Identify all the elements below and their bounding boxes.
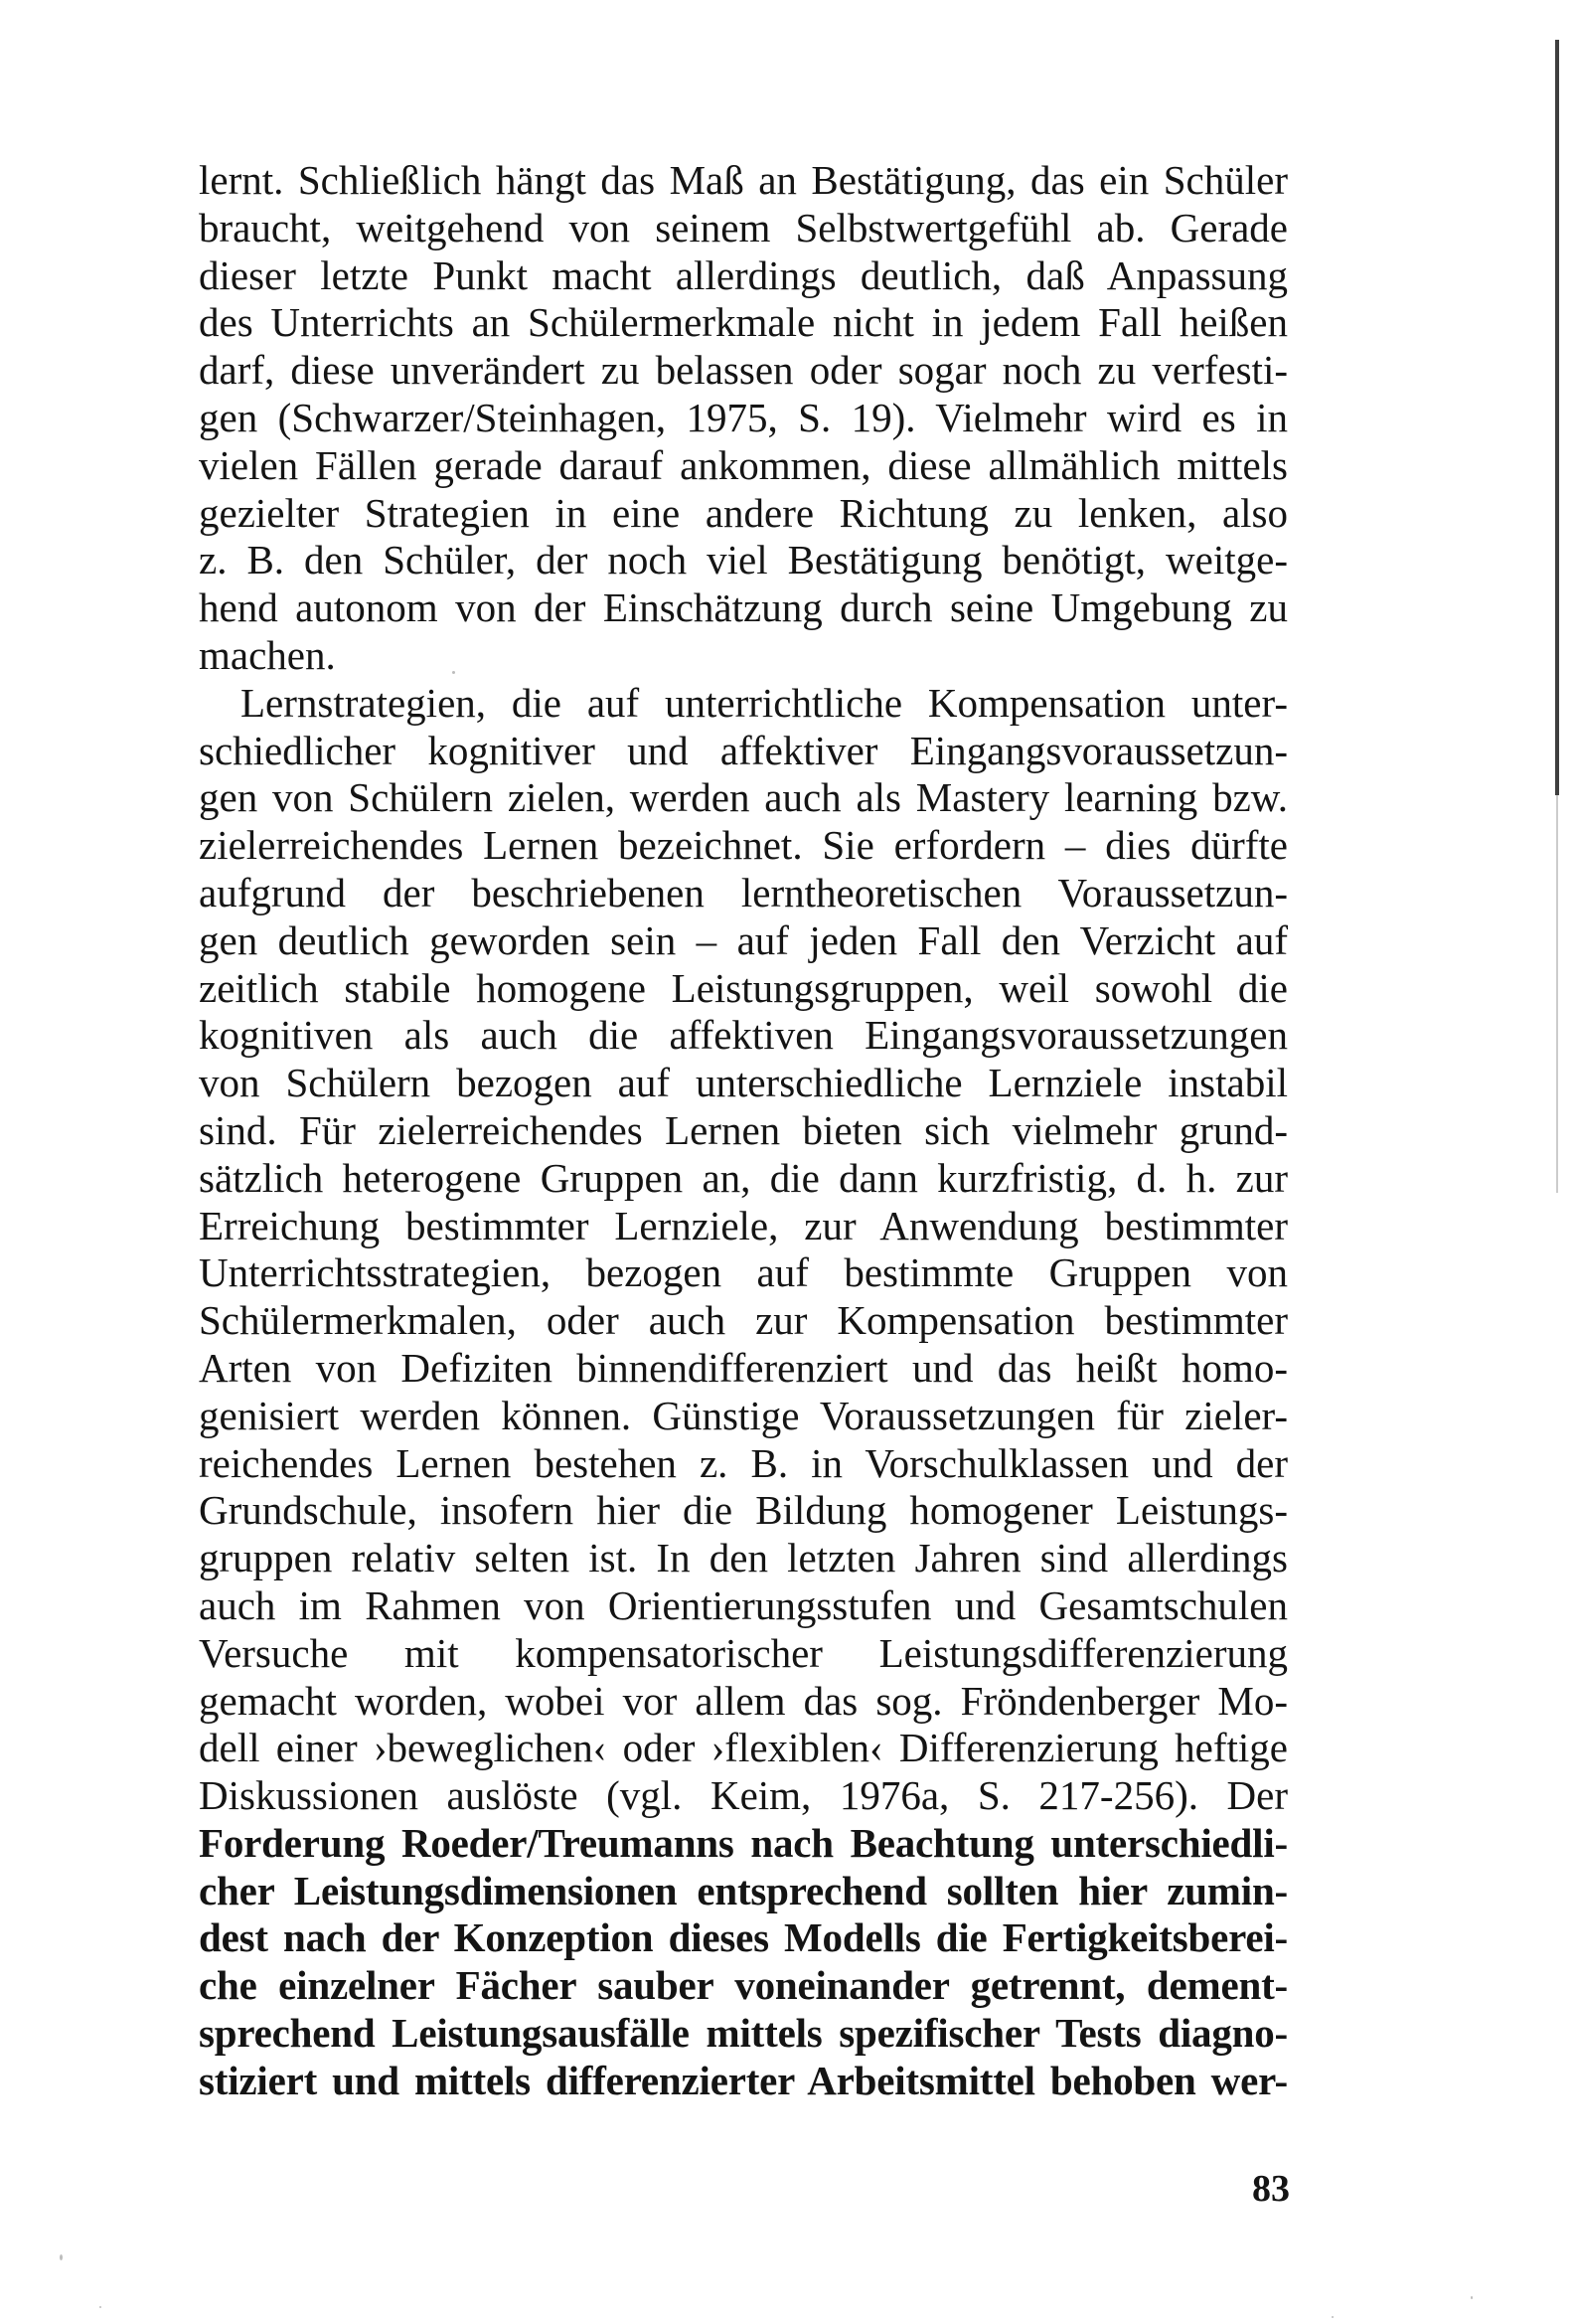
- scan-speck: [99, 2306, 101, 2308]
- text-line: Versuche mit kompensatorischer Leistungsdifferenzierung: [199, 1629, 1288, 1676]
- text-line: Arten von Defiziten binnendifferenziert und das heißt homo-: [199, 1344, 1288, 1391]
- page-number: 83: [1252, 2168, 1290, 2210]
- text-line: zeitlich stabile homogene Leistungsgruppen, weil sowohl die: [199, 964, 1288, 1011]
- body-text: [199, 157, 1288, 2105]
- scan-speck: [1332, 2316, 1334, 2318]
- text-line: des Unterrichts an Schülermerkmale nicht in jedem Fall heißen: [199, 299, 1288, 346]
- text-line: stiziert und mittels differenzierter Arbeitsmittel behoben wer-: [199, 2057, 1288, 2103]
- text-line: kognitiven als auch die affektiven Eingangsvoraussetzungen: [199, 1012, 1288, 1059]
- text-line: dell einer ›beweglichen‹ oder ›flexiblen‹ Differenzierung heftige: [199, 1725, 1288, 1771]
- text-line: Schülermerkmalen, oder auch zur Kompensation bestimmter: [199, 1297, 1288, 1344]
- text-line: vielen Fällen gerade darauf ankommen, diese allmählich mittels: [199, 441, 1288, 488]
- scan-speck: [60, 2254, 63, 2260]
- scan-edge-shadow-faint: [1556, 795, 1558, 1193]
- text-line: braucht, weitgehend von seinem Selbstwertgefühl ab. Gerade: [199, 204, 1288, 250]
- text-line: hend autonom von der Einschätzung durch seine Umgebung zu: [199, 584, 1288, 631]
- text-line: auch im Rahmen von Orientierungsstufen und Gesamtschulen: [199, 1581, 1288, 1628]
- paragraph-start-line: Lernstrategien, die auf unterrichtliche Kompensation unter-: [240, 679, 1288, 726]
- text-line: sprechend Leistungsausfälle mittels spezifischer Tests diagno-: [199, 2010, 1288, 2057]
- text-line: aufgrund der beschriebenen lerntheoretischen Voraussetzun-: [199, 869, 1288, 915]
- text-line: Diskussionen auslöste (vgl. Keim, 1976a, S. 217-256). Der: [199, 1772, 1288, 1819]
- text-line: lernt. Schließlich hängt das Maß an Bestätigung, das ein Schüler: [199, 157, 1288, 203]
- text-line: gemacht worden, wobei vor allem das sog. Fröndenberger Mo-: [199, 1677, 1288, 1724]
- text-line: gen (Schwarzer/Steinhagen, 1975, S. 19). Vielmehr wird es in: [199, 394, 1288, 440]
- text-line: gruppen relativ selten ist. In den letzten Jahren sind allerdings: [199, 1535, 1288, 1581]
- text-line: Erreichung bestimmter Lernziele, zur Anwendung bestimmter: [199, 1202, 1288, 1248]
- text-line: Forderung Roeder/Treumanns nach Beachtung unterschiedli-: [199, 1819, 1288, 1866]
- text-line: gen von Schülern zielen, werden auch als Mastery learning bzw.: [199, 774, 1288, 821]
- text-line: sind. Für zielerreichendes Lernen bieten sich vielmehr grund-: [199, 1106, 1288, 1153]
- text-line: schiedlicher kognitiver und affektiver Eingangsvoraussetzun-: [199, 727, 1288, 773]
- text-line: dest nach der Konzeption dieses Modells die Fertigkeitsberei-: [199, 1914, 1288, 1961]
- scan-speck: [1471, 2296, 1473, 2299]
- text-line: genisiert werden können. Günstige Voraussetzungen für zieler-: [199, 1392, 1288, 1438]
- paragraph-end-line: machen.: [199, 631, 336, 678]
- text-line: cher Leistungsdimensionen entsprechend sollten hier zumin-: [199, 1867, 1288, 1913]
- text-line: Grundschule, insofern hier die Bildung homogener Leistungs-: [199, 1487, 1288, 1534]
- text-line: gen deutlich geworden sein – auf jeden Fall den Verzicht auf: [199, 916, 1288, 963]
- text-line: z. B. den Schüler, der noch viel Bestätigung benötigt, weitge-: [199, 537, 1288, 583]
- text-line: gezielter Strategien in eine andere Richtung zu lenken, also: [199, 489, 1288, 536]
- text-line: von Schülern bezogen auf unterschiedliche Lernziele instabil: [199, 1060, 1288, 1106]
- text-line: che einzelner Fächer sauber voneinander getrennt, dement-: [199, 1962, 1288, 2009]
- text-line: darf, diese unverändert zu belassen oder sogar noch zu verfesti-: [199, 347, 1288, 394]
- text-line: zielerreichendes Lernen bezeichnet. Sie erfordern – dies dürfte: [199, 822, 1288, 869]
- text-line: reichendes Lernen bestehen z. B. in Vorschulklassen und der: [199, 1439, 1288, 1486]
- scan-edge-shadow: [1555, 40, 1559, 795]
- text-line: sätzlich heterogene Gruppen an, die dann kurzfristig, d. h. zur: [199, 1154, 1288, 1201]
- text-line: Unterrichtsstrategien, bezogen auf bestimmte Gruppen von: [199, 1249, 1288, 1296]
- scan-speck: [452, 671, 455, 674]
- text-line: dieser letzte Punkt macht allerdings deutlich, daß Anpassung: [199, 251, 1288, 298]
